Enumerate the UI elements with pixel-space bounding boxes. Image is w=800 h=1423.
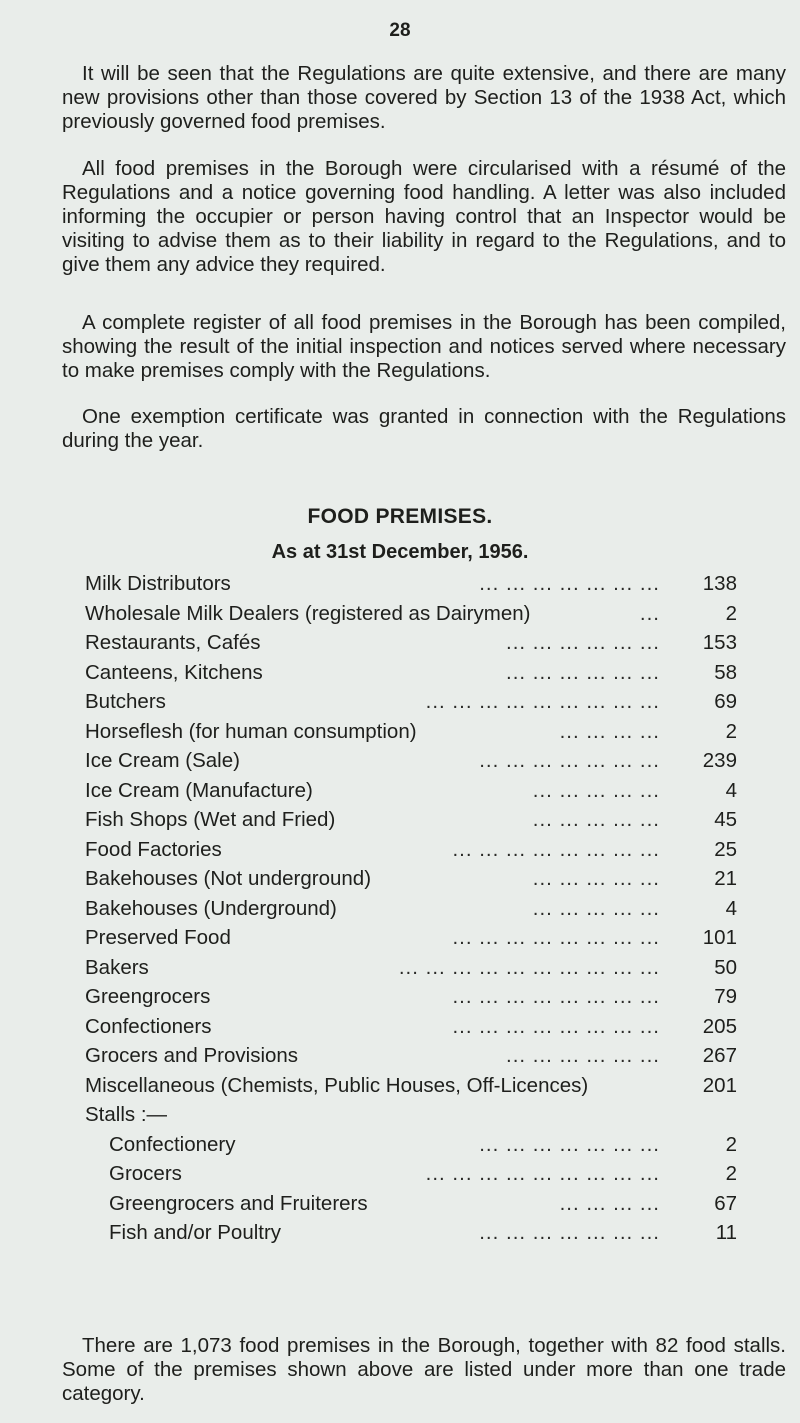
row-label: Miscellaneous (Chemists, Public Houses, Off-Licences) bbox=[85, 1073, 589, 1097]
row-value: 4 bbox=[725, 896, 737, 920]
section-subtitle: As at 31st December, 1956. bbox=[271, 541, 529, 563]
table-row bbox=[85, 1041, 745, 1071]
row-value: 69 bbox=[714, 690, 737, 713]
row-label: Horseflesh (for human consumption) bbox=[85, 719, 417, 743]
section-title: FOOD PREMISES. bbox=[307, 505, 493, 528]
row-label: Confectionery bbox=[109, 1132, 236, 1156]
leader-dots: ... ... ... ... ... ... ... bbox=[479, 1221, 660, 1244]
leader-dots: ... ... ... ... ... bbox=[532, 896, 660, 920]
leader-dots: ... ... ... ... ... ... ... ... ... ... bbox=[398, 955, 660, 979]
row-label: Bakers bbox=[85, 955, 149, 979]
leader-dots: ... ... ... ... ... ... ... ... bbox=[452, 1014, 660, 1038]
table-row bbox=[85, 687, 745, 717]
row-label: Butchers bbox=[85, 690, 166, 713]
table-row bbox=[85, 658, 745, 688]
leader-dots: ... ... ... ... ... ... bbox=[506, 631, 660, 654]
row-label: Wholesale Milk Dealers (registered as Dairymen) bbox=[85, 601, 531, 625]
row-value: 2 bbox=[725, 601, 737, 625]
row-value: 267 bbox=[702, 1044, 737, 1067]
leader-dots: ... ... ... ... ... ... bbox=[506, 1044, 660, 1067]
row-label: Bakehouses (Not underground) bbox=[85, 867, 372, 890]
table-row bbox=[85, 599, 745, 629]
paragraph-premises-circularised: All food premises in the Borough were circularised with a résumé of the Regulations and a notice governing food handling. A letter was also included informing the occupier or person having control that an Inspector would be visiting to advise them as to their liability in regard to the Regulations, and to give them any advice they required. bbox=[62, 157, 786, 276]
leader-dots: ... ... ... ... bbox=[559, 1191, 660, 1215]
leader-dots: ... ... ... ... ... ... ... bbox=[479, 749, 660, 772]
table-row bbox=[85, 1189, 745, 1219]
table-row bbox=[85, 776, 745, 806]
leader-dots: ... ... ... ... ... ... ... ... bbox=[452, 985, 660, 1008]
leader-dots: ... ... ... ... ... ... ... bbox=[479, 572, 660, 595]
leader-dots: ... ... ... ... ... ... ... bbox=[479, 1132, 660, 1156]
table-row bbox=[85, 864, 745, 894]
leader-dots: ... ... ... ... ... bbox=[532, 808, 660, 831]
row-label: Bakehouses (Underground) bbox=[85, 896, 337, 920]
row-label: Food Factories bbox=[85, 837, 222, 861]
row-label: Greengrocers and Fruiterers bbox=[109, 1191, 368, 1215]
row-value: 11 bbox=[715, 1221, 737, 1244]
row-value: 67 bbox=[714, 1191, 737, 1215]
row-label: Confectioners bbox=[85, 1014, 212, 1038]
table-row bbox=[85, 1130, 745, 1160]
table-row bbox=[85, 746, 745, 776]
row-value: 201 bbox=[702, 1073, 737, 1097]
row-value: 2 bbox=[725, 1132, 737, 1156]
paragraph-closing-summary: There are 1,073 food premises in the Borough, together with 82 food stalls. Some of the premises shown above are listed under more than one trade category. bbox=[62, 1334, 786, 1405]
table-row bbox=[85, 923, 745, 953]
row-label: Grocers and Provisions bbox=[85, 1044, 299, 1067]
leader-dots: ... ... ... ... ... ... ... ... bbox=[452, 926, 660, 949]
table-row bbox=[85, 717, 745, 747]
row-label: Canteens, Kitchens bbox=[85, 660, 263, 684]
table-row bbox=[85, 894, 745, 924]
leader-dots: ... bbox=[639, 601, 660, 625]
row-value: 4 bbox=[725, 778, 737, 802]
row-label: Greengrocers bbox=[85, 985, 211, 1008]
row-value: 205 bbox=[702, 1014, 737, 1038]
row-label: Restaurants, Cafés bbox=[85, 631, 261, 654]
table-row bbox=[85, 805, 745, 835]
row-value: 101 bbox=[702, 926, 737, 949]
row-value: 50 bbox=[714, 955, 737, 979]
paragraph-register-compiled: A complete register of all food premises in the Borough has been compiled, showing the result of the initial inspection and notices served where necessary to make premises comply with the Regulations. bbox=[62, 311, 786, 382]
row-value: 153 bbox=[702, 631, 737, 654]
row-value: 239 bbox=[702, 749, 737, 772]
row-label: Preserved Food bbox=[85, 926, 231, 949]
row-value: 58 bbox=[714, 660, 737, 684]
row-label: Ice Cream (Manufacture) bbox=[85, 778, 313, 802]
table-row bbox=[85, 1218, 745, 1248]
row-value: 138 bbox=[702, 572, 737, 595]
row-value: 2 bbox=[725, 719, 737, 743]
row-value: 79 bbox=[714, 985, 737, 1008]
row-label: Ice Cream (Sale) bbox=[85, 749, 240, 772]
row-label: Fish Shops (Wet and Fried) bbox=[85, 808, 336, 831]
table-row bbox=[85, 1159, 745, 1189]
row-label: Grocers bbox=[109, 1162, 182, 1185]
table-row bbox=[85, 982, 745, 1012]
table-row bbox=[85, 1071, 745, 1101]
stalls-heading-row bbox=[85, 1100, 745, 1130]
leader-dots: ... ... ... ... ... bbox=[532, 867, 660, 890]
leader-dots: ... ... ... ... ... bbox=[532, 778, 660, 802]
page-number: 28 bbox=[389, 20, 411, 41]
leader-dots: ... ... ... ... ... ... bbox=[506, 660, 660, 684]
row-value: 45 bbox=[714, 808, 737, 831]
food-premises-table bbox=[85, 569, 745, 1248]
paragraph-regulations-extensive: It will be seen that the Regulations are quite extensive, and there are many new provisions other than those covered by Section 13 of the 1938 Act, which previously governed food premises. bbox=[62, 62, 786, 133]
row-value: 21 bbox=[714, 867, 737, 890]
stalls-heading: Stalls :— bbox=[85, 1103, 168, 1126]
row-label: Fish and/or Poultry bbox=[109, 1221, 282, 1244]
table-row bbox=[85, 628, 745, 658]
row-label: Milk Distributors bbox=[85, 572, 231, 595]
table-row bbox=[85, 835, 745, 865]
table-row bbox=[85, 953, 745, 983]
paragraph-exemption-certificate: One exemption certificate was granted in connection with the Regulations during the year. bbox=[62, 405, 786, 452]
row-value: 25 bbox=[714, 837, 737, 861]
leader-dots: ... ... ... ... ... ... ... ... ... bbox=[425, 690, 660, 713]
leader-dots: ... ... ... ... ... ... ... ... bbox=[452, 837, 660, 861]
table-row bbox=[85, 569, 745, 599]
table-row bbox=[85, 1012, 745, 1042]
leader-dots: ... ... ... ... ... ... ... ... ... bbox=[425, 1162, 660, 1185]
leader-dots: ... ... ... ... bbox=[559, 719, 660, 743]
row-value: 2 bbox=[725, 1162, 737, 1185]
